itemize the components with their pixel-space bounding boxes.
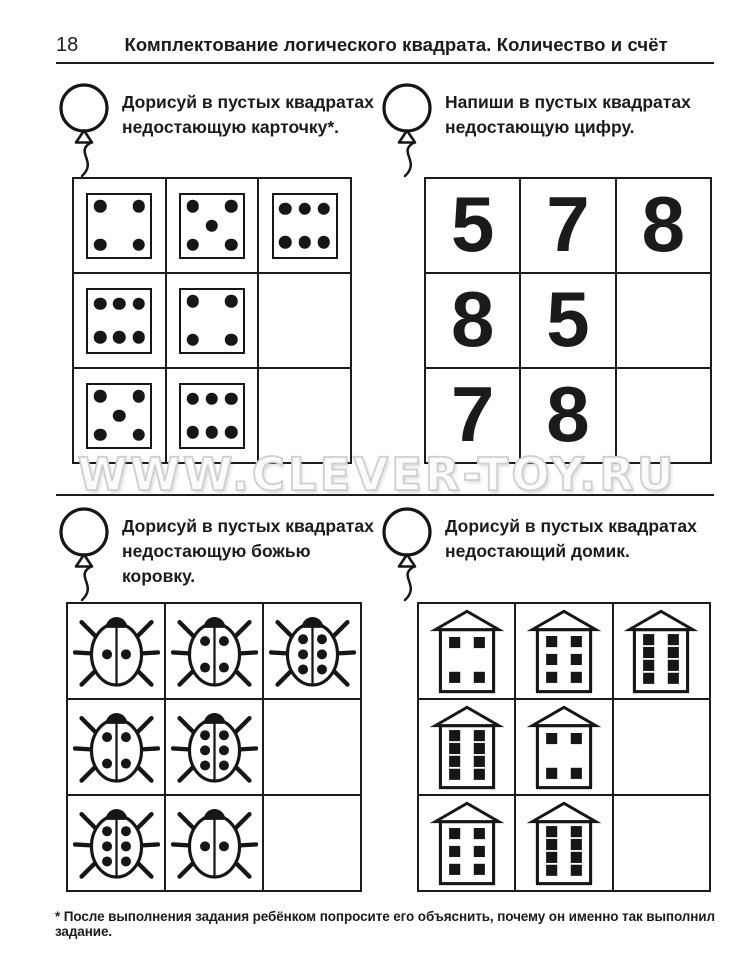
dot-card	[179, 383, 245, 449]
balloon-icon	[381, 506, 435, 606]
dot-card	[272, 193, 338, 259]
card-dot	[113, 331, 126, 344]
empty-cell	[263, 699, 361, 795]
card-dot	[225, 393, 238, 406]
house-icon	[428, 703, 506, 791]
house-icon	[622, 607, 700, 695]
card-dot	[206, 426, 219, 439]
card-dot	[132, 331, 145, 344]
dot-card	[86, 383, 152, 449]
balloon-icon	[381, 82, 435, 182]
card-dot	[279, 203, 292, 216]
ladybugs-grid	[66, 602, 362, 892]
dot-card	[179, 288, 245, 354]
card-dot	[225, 333, 238, 346]
ladybug-cell	[67, 603, 165, 699]
ladybug-cell	[67, 795, 165, 891]
card-dot	[225, 238, 238, 251]
house-cell	[515, 603, 612, 699]
card-dot	[225, 426, 238, 439]
empty-cell	[616, 273, 711, 368]
empty-cell	[616, 368, 711, 463]
house-icon	[525, 703, 603, 791]
card-dot	[279, 236, 292, 249]
watermark: WWW.CLEVER-TOY.RU	[77, 448, 677, 501]
card-dot	[132, 238, 145, 251]
card-dot	[187, 295, 200, 308]
ladybug-icon	[171, 705, 258, 790]
instruction-line: недостающую карточку*.	[122, 117, 340, 137]
instruction-line: Дорисуй в пустых квадратах	[122, 516, 374, 536]
instruction-line: Дорисуй в пустых квадратах	[445, 516, 697, 536]
house-cell	[418, 603, 515, 699]
house-cell	[418, 699, 515, 795]
task-ladybugs-prompt	[58, 506, 376, 606]
card-dot	[94, 238, 107, 251]
page-number: 18	[56, 34, 79, 56]
digit-cell: 8	[425, 273, 520, 368]
house-icon	[525, 799, 603, 887]
card-cell	[73, 178, 166, 273]
card-dot	[187, 393, 200, 406]
task-houses-prompt	[381, 506, 715, 606]
house-cell	[515, 699, 612, 795]
ladybug-cell	[165, 603, 263, 699]
card-cell	[258, 178, 351, 273]
card-cell	[166, 368, 259, 463]
ladybug-icon	[171, 801, 258, 886]
card-cell	[73, 368, 166, 463]
empty-cell	[613, 699, 710, 795]
house-cell	[515, 795, 612, 891]
instruction-line: недостающий домик.	[445, 541, 630, 561]
card-dot	[132, 200, 145, 213]
card-dot	[132, 428, 145, 441]
card-dot	[94, 331, 107, 344]
ladybug-icon	[171, 609, 258, 694]
instruction-line: недостающую цифру.	[445, 117, 635, 137]
house-icon	[428, 799, 506, 887]
card-dot	[187, 238, 200, 251]
card-dot	[298, 236, 311, 249]
card-cell	[166, 273, 259, 368]
card-dot	[318, 236, 331, 249]
empty-cell	[258, 273, 351, 368]
card-dot	[132, 390, 145, 403]
dot-card	[179, 193, 245, 259]
page-title: Комплектование логического квадрата. Количество и счёт	[124, 34, 668, 55]
card-dot	[94, 428, 107, 441]
house-cell	[418, 795, 515, 891]
card-dot	[94, 298, 107, 311]
card-dot	[225, 295, 238, 308]
instruction-line: Дорисуй в пустых квадратах	[122, 92, 374, 112]
card-dot	[187, 200, 200, 213]
card-dot	[94, 200, 107, 213]
ladybug-cell	[165, 699, 263, 795]
ladybug-icon	[73, 705, 160, 790]
card-dot	[206, 219, 219, 232]
page-header	[56, 34, 714, 64]
ladybug-icon	[269, 609, 356, 694]
card-cell	[166, 178, 259, 273]
task-digits-prompt	[381, 82, 715, 182]
ladybug-icon	[73, 801, 160, 886]
house-cell	[613, 603, 710, 699]
digits-grid	[424, 177, 712, 464]
card-dot	[225, 200, 238, 213]
digit-cell: 7	[425, 368, 520, 463]
card-dot	[113, 298, 126, 311]
digit-cell: 8	[520, 368, 615, 463]
card-dot	[187, 426, 200, 439]
card-dot	[318, 203, 331, 216]
task-cards-prompt	[58, 82, 376, 182]
empty-cell	[613, 795, 710, 891]
footnote: * После выполнения задания ребёнком попросите его объяснить, почему он именно так выполнил задание.	[55, 909, 715, 939]
balloon-icon	[58, 82, 112, 182]
empty-cell	[258, 368, 351, 463]
digit-cell: 8	[616, 178, 711, 273]
dot-card	[86, 193, 152, 259]
ladybug-cell	[67, 699, 165, 795]
card-dot	[187, 333, 200, 346]
house-icon	[428, 607, 506, 695]
cards-grid	[72, 177, 352, 464]
digit-cell: 7	[520, 178, 615, 273]
card-dot	[113, 409, 126, 422]
card-dot	[206, 393, 219, 406]
card-dot	[298, 203, 311, 216]
balloon-icon	[58, 506, 112, 606]
instruction-line: Напиши в пустых квадратах	[445, 92, 691, 112]
card-cell	[73, 273, 166, 368]
section-divider	[56, 494, 714, 496]
ladybug-cell	[165, 795, 263, 891]
card-dot	[94, 390, 107, 403]
ladybug-cell	[263, 603, 361, 699]
empty-cell	[263, 795, 361, 891]
instruction-line: недостающую божью коровку.	[122, 541, 311, 586]
card-dot	[132, 298, 145, 311]
house-icon	[525, 607, 603, 695]
digit-cell: 5	[425, 178, 520, 273]
ladybug-icon	[73, 609, 160, 694]
houses-grid	[417, 602, 711, 892]
digit-cell: 5	[520, 273, 615, 368]
dot-card	[86, 288, 152, 354]
